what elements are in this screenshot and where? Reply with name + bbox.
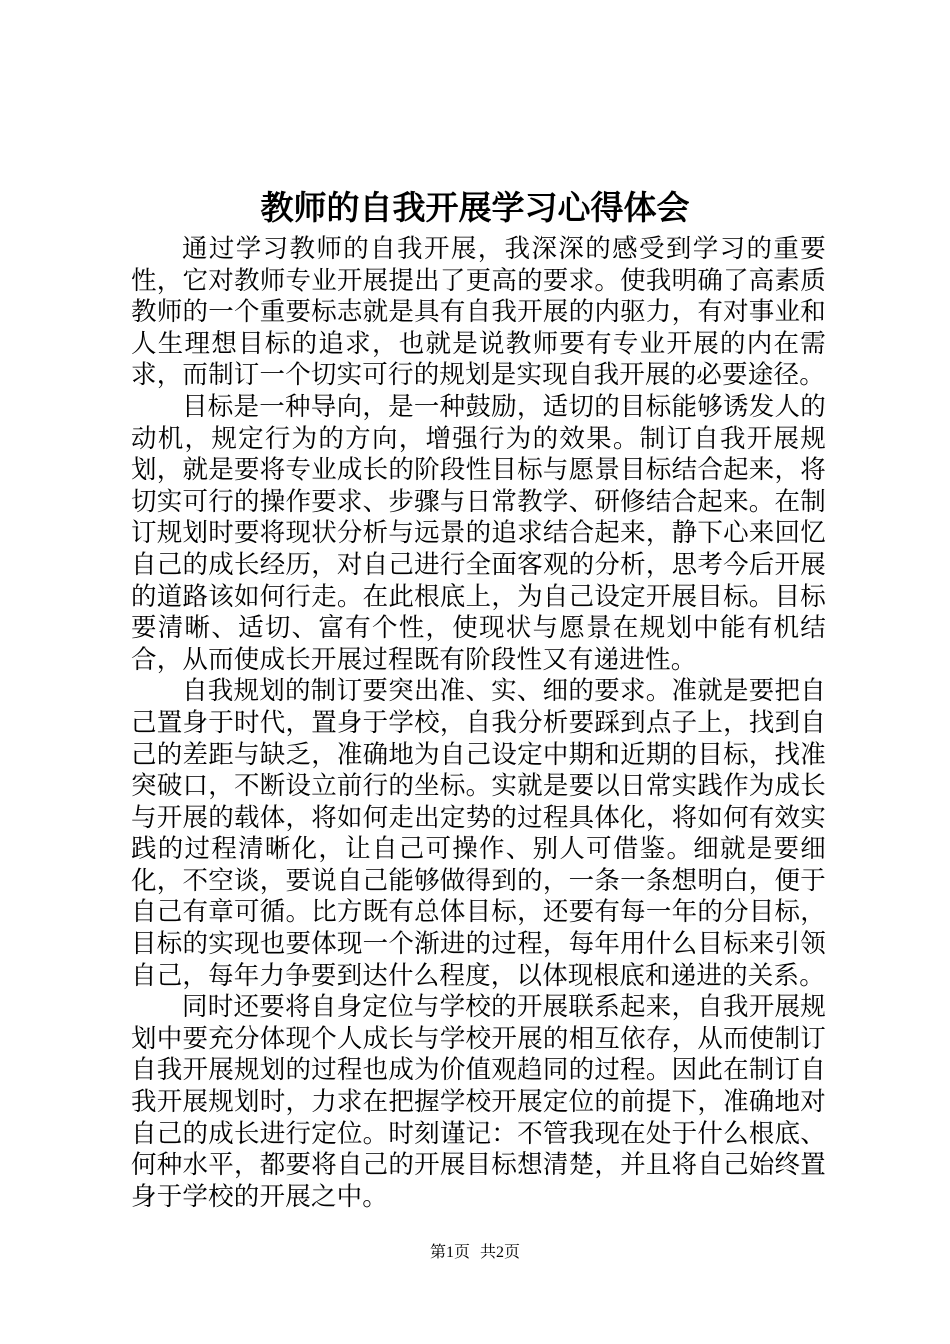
document-body xyxy=(131,234,826,1213)
paragraph-2: 目标是一种导向，是一种鼓励，适切的目标能够诱发人的动机，规定行为的方向，增强行为的效果。制订自我开展规划，就是要将专业成长的阶段性目标与愿景目标结合起来，将切实可行的操作要求、步骤与日常教学、研修结合起来。在制订规划时要将现状分析与远景的追求结合起来，静下心来回忆自己的成长经历，对自己进行全面客观的分析，思考今后开展的道路该如何行走。在此根底上，为自己设定开展目标。目标要清晰、适切、富有个性，使现状与愿景在规划中能有机结合，从而使成长开展过程既有阶段性又有递进性。 xyxy=(131,391,826,675)
page-total: 共2页 xyxy=(480,1244,521,1261)
document-title: 教师的自我开展学习心得体会 xyxy=(260,188,690,227)
page-footer xyxy=(0,1243,950,1263)
paragraph-4: 同时还要将自身定位与学校的开展联系起来，自我开展规划中要充分体现个人成长与学校开展的相互依存，从而使制订自我开展规划的过程也成为价值观趋同的过程。因此在制订自我开展规划时，力求在把握学校开展定位的前提下，准确地对自己的成长进行定位。时刻谨记：不管我现在处于什么根底、何种水平，都要将自己的开展目标想清楚，并且将自己始终置身于学校的开展之中。 xyxy=(131,992,826,1212)
paragraph-1: 通过学习教师的自我开展，我深深的感受到学习的重要性，它对教师专业开展提出了更高的要求。使我明确了高素质教师的一个重要标志就是具有自我开展的内驱力，有对事业和人生理想目标的追求，也就是说教师要有专业开展的内在需求，而制订一个切实可行的规划是实现自我开展的必要途径。 xyxy=(131,234,826,391)
page-number: 第1页 xyxy=(429,1244,470,1261)
paragraph-3: 自我规划的制订要突出准、实、细的要求。准就是要把自己置身于时代，置身于学校，自我分析要踩到点子上，找到自己的差距与缺乏，准确地为自己设定中期和近期的目标，找准突破口，不断设立前行的坐标。实就是要以日常实践作为成长与开展的载体，将如何走出定势的过程具体化，将如何有效实践的过程清晰化，让自己可操作、别人可借鉴。细就是要细化，不空谈，要说自己能够做得到的，一条一条想明白，便于自己有章可循。比方既有总体目标，还要有每一年的分目标，目标的实现也要体现一个渐进的过程，每年用什么目标来引领自己，每年力争要到达什么程度，以体现根底和递进的关系。 xyxy=(131,676,826,991)
